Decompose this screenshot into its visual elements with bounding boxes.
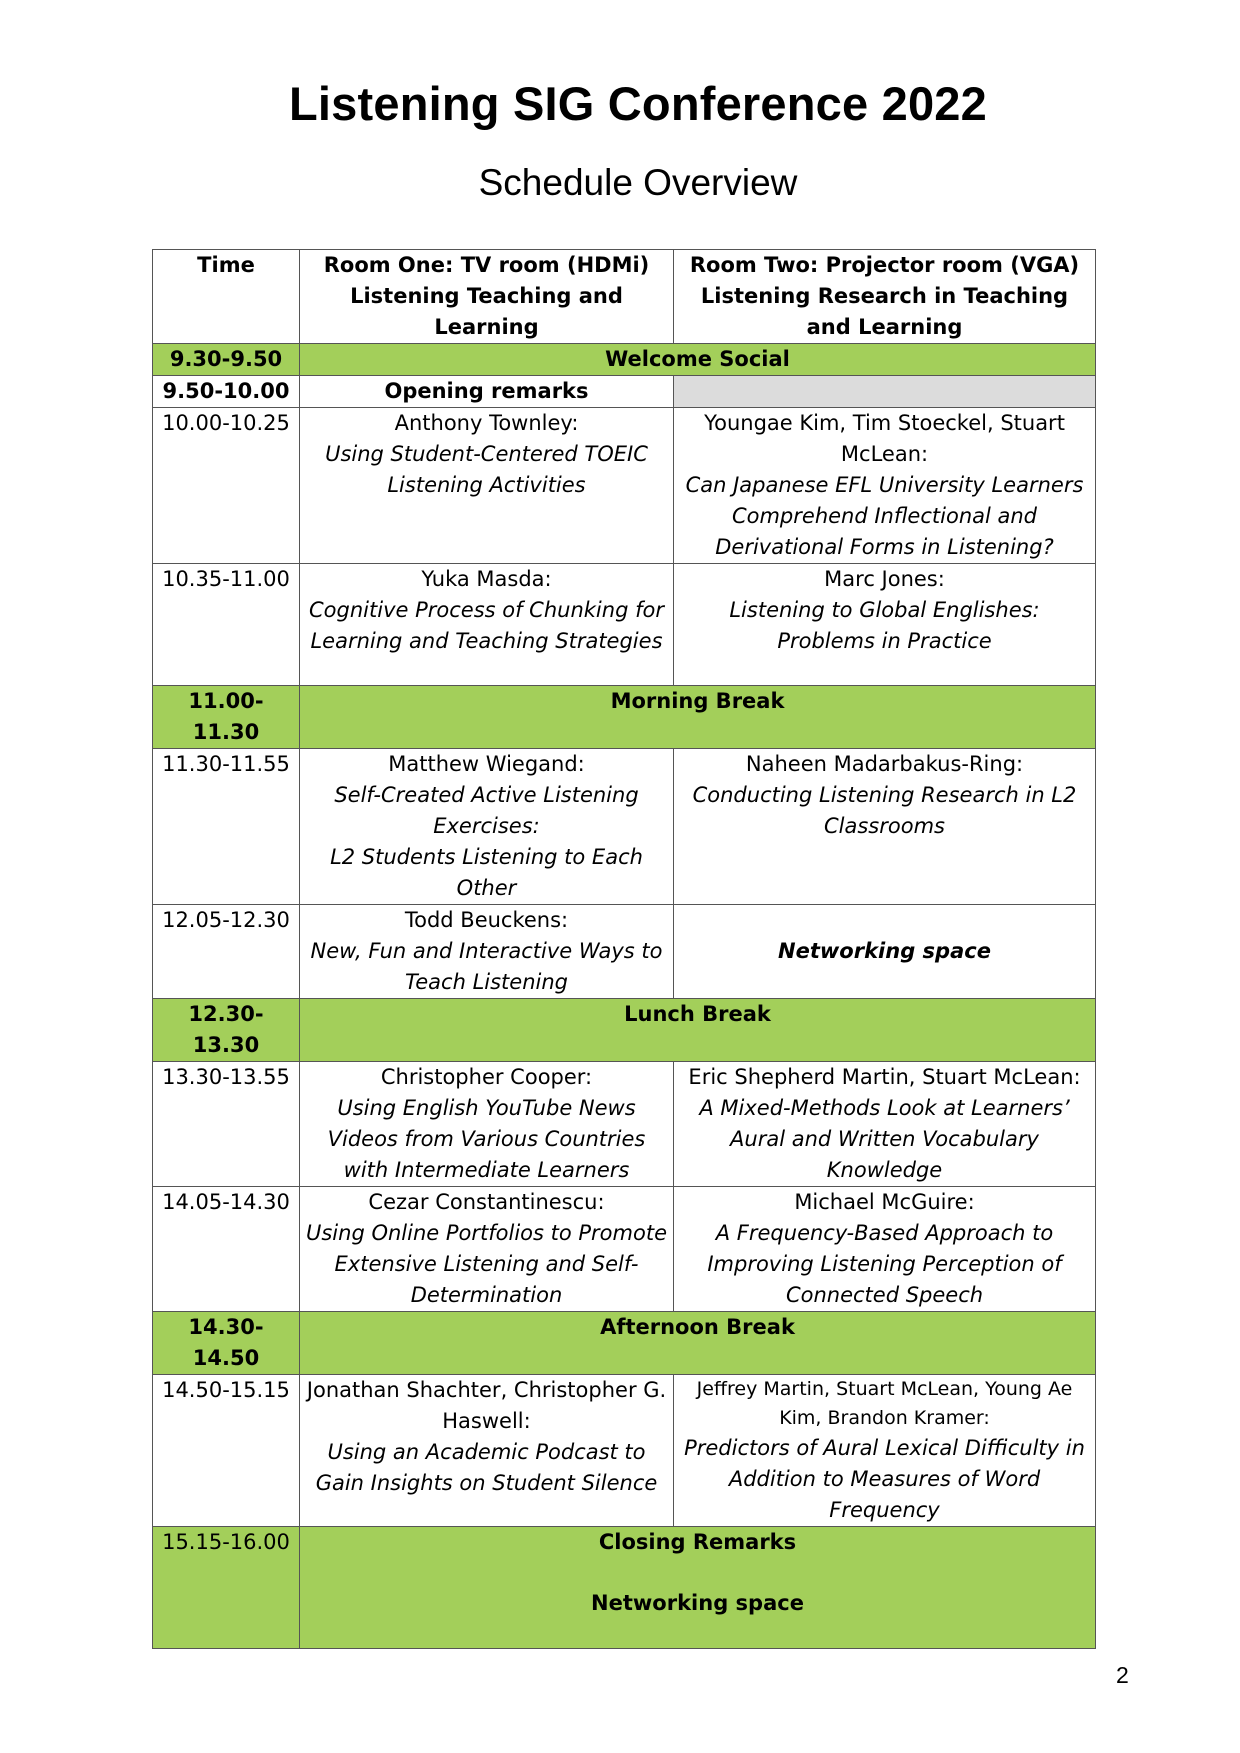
- talk-title: L2 Students Listening to Each Other: [330, 845, 643, 900]
- talk-title: A Frequency-Based Approach to Improving Listening Perception of Connected Speech: [707, 1221, 1062, 1307]
- talk-title: Predictors of Aural Lexical Difficulty in Addition to Measures of Word Frequency: [684, 1436, 1085, 1522]
- header-room-two: [674, 250, 1096, 344]
- time-cell: 13.30-13.55: [153, 1062, 300, 1187]
- room-two-cell: [674, 564, 1096, 686]
- event-cell: Welcome Social: [300, 344, 1096, 376]
- table-row: [153, 999, 1096, 1062]
- talk-title: Using English YouTube News Videos from Various Countries with Intermediate Learners: [327, 1096, 646, 1182]
- table-row: [153, 1527, 1096, 1649]
- table-row: [153, 1375, 1096, 1527]
- document-title: Listening SIG Conference 2022: [289, 77, 987, 130]
- event-cell: Afternoon Break: [300, 1312, 1096, 1375]
- header-room-two-name: Room Two: Projector room (VGA): [689, 253, 1080, 277]
- time-cell: 11.00-11.30: [153, 686, 300, 749]
- networking-space: Networking space: [591, 1591, 804, 1615]
- talk-title: New, Fun and Interactive Ways to Teach Listening: [310, 939, 663, 994]
- schedule-table: [152, 249, 1096, 1649]
- header-room-one-track: Listening Teaching and Learning: [350, 284, 623, 339]
- table-row: [153, 1187, 1096, 1312]
- room-two-cell: [674, 1375, 1096, 1527]
- spacer: [306, 1558, 1089, 1588]
- room-two-cell: [674, 408, 1096, 564]
- header-time: Time: [153, 250, 300, 344]
- room-one-cell: Opening remarks: [300, 376, 674, 408]
- time-cell: 15.15-16.00: [153, 1527, 300, 1649]
- speaker-name: Youngae Kim, Tim Stoeckel, Stuart McLean:: [704, 411, 1065, 466]
- speaker-name: Cezar Constantinescu:: [368, 1190, 605, 1214]
- room-two-cell: [674, 749, 1096, 905]
- table-row: [153, 905, 1096, 999]
- speaker-name: Jeffrey Martin, Stuart McLean, Young Ae Kim, Brandon Kramer:: [696, 1378, 1073, 1429]
- document-subtitle: Schedule Overview: [478, 162, 798, 203]
- time-cell: 9.30-9.50: [153, 344, 300, 376]
- room-two-cell: [674, 1187, 1096, 1312]
- table-row: [153, 749, 1096, 905]
- speaker-name: Michael McGuire:: [794, 1190, 975, 1214]
- speaker-name: Yuka Masda:: [421, 567, 552, 591]
- speaker-name: Jonathan Shachter, Christopher G. Haswell:: [306, 1378, 667, 1433]
- time-cell: 12.05-12.30: [153, 905, 300, 999]
- header-room-one-name: Room One: TV room (HDMi): [323, 253, 650, 277]
- table-row: [153, 376, 1096, 408]
- table-row: [153, 344, 1096, 376]
- room-two-cell: [674, 1062, 1096, 1187]
- talk-title: Conducting Listening Research in L2 Classrooms: [692, 783, 1077, 838]
- event-cell: [300, 1527, 1096, 1649]
- speaker-name: Anthony Townley:: [394, 411, 579, 435]
- networking-space-cell: Networking space: [674, 905, 1096, 999]
- talk-title: Cognitive Process of Chunking for Learning and Teaching Strategies: [309, 598, 664, 653]
- room-one-cell: [300, 408, 674, 564]
- room-one-cell: [300, 1062, 674, 1187]
- talk-title: Using Online Portfolios to Promote Extensive Listening and Self-Determination: [306, 1221, 667, 1307]
- time-cell: 12.30-13.30: [153, 999, 300, 1062]
- room-one-cell: [300, 1375, 674, 1527]
- room-one-cell: [300, 564, 674, 686]
- time-cell: 9.50-10.00: [153, 376, 300, 408]
- time-cell: 14.30-14.50: [153, 1312, 300, 1375]
- talk-title: Self-Created Active Listening Exercises:: [334, 783, 639, 838]
- time-cell: 11.30-11.55: [153, 749, 300, 905]
- talk-title: Listening to Global Englishes: Problems in Practice: [729, 598, 1040, 653]
- table-row: [153, 686, 1096, 749]
- header-row: [153, 250, 1096, 344]
- talk-title: Can Japanese EFL University Learners Comprehend Inflectional and Derivational Forms in Listening?: [685, 473, 1084, 559]
- header-room-one: [300, 250, 674, 344]
- talk-title: A Mixed-Methods Look at Learners’ Aural and Written Vocabulary Knowledge: [699, 1096, 1070, 1182]
- table-row: [153, 1312, 1096, 1375]
- speaker-name: Naheen Madarbakus-Ring:: [745, 752, 1024, 776]
- speaker-name: Marc Jones:: [824, 567, 945, 591]
- table-row: [153, 564, 1096, 686]
- speaker-name: Eric Shepherd Martin, Stuart McLean:: [688, 1065, 1081, 1089]
- page-number: 2: [1116, 1662, 1129, 1688]
- header-room-two-track: Listening Research in Teaching and Learning: [700, 284, 1069, 339]
- room-one-cell: [300, 1187, 674, 1312]
- event-cell: Lunch Break: [300, 999, 1096, 1062]
- time-cell: 14.05-14.30: [153, 1187, 300, 1312]
- speaker-name: Christopher Cooper:: [380, 1065, 593, 1089]
- closing-remarks: Closing Remarks: [598, 1530, 797, 1554]
- table-row: [153, 408, 1096, 564]
- speaker-name: Todd Beuckens:: [404, 908, 569, 932]
- talk-title: Using Student-Centered TOEIC Listening Activities: [325, 442, 648, 497]
- event-cell: Morning Break: [300, 686, 1096, 749]
- room-one-cell: [300, 905, 674, 999]
- table-row: [153, 1062, 1096, 1187]
- room-one-cell: [300, 749, 674, 905]
- empty-cell: [674, 376, 1096, 408]
- time-cell: 10.00-10.25: [153, 408, 300, 564]
- time-cell: 10.35-11.00: [153, 564, 300, 686]
- time-cell: 14.50-15.15: [153, 1375, 300, 1527]
- speaker-name: Matthew Wiegand:: [388, 752, 585, 776]
- talk-title: Using an Academic Podcast to Gain Insights on Student Silence: [315, 1440, 658, 1495]
